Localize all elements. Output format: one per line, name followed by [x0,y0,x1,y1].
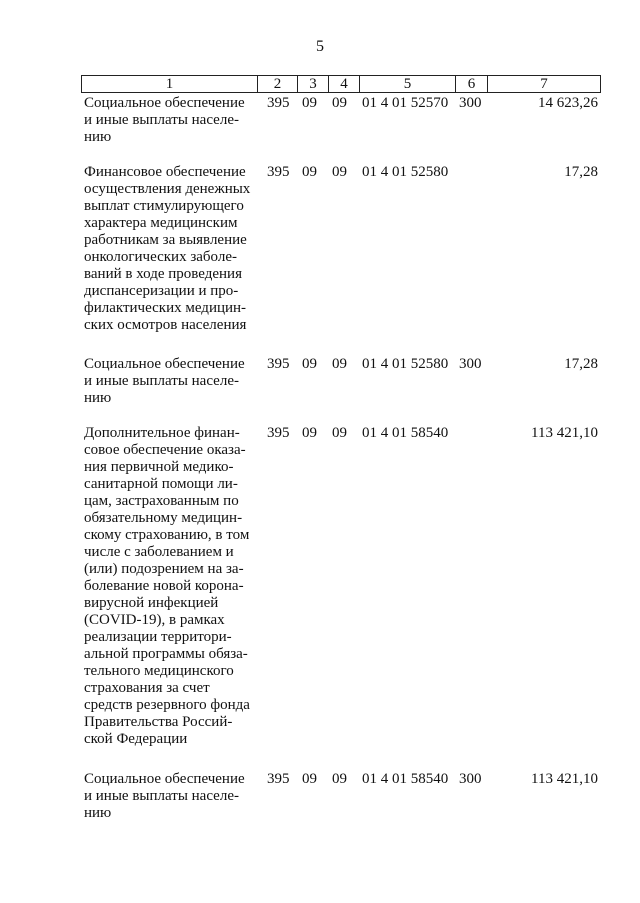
row-section: 09 [302,356,317,372]
row-code: 395 [267,356,290,372]
row-amount: 17,28 [564,356,598,372]
column-header-2: 2 [258,76,298,93]
column-header-3: 3 [298,76,329,93]
row-amount: 113 421,10 [531,425,598,441]
row-code: 395 [267,771,290,787]
row-amount: 113 421,10 [531,771,598,787]
row-name: Финансовое обеспечение осуществления денежных выплат стимулирующего характера медицинским работникам за выявление онкологических заболе- ваний в ходе проведения диспансеризации и про- филактических медицин- ских осмотров населения [84,164,251,333]
row-target: 01 4 01 52580 [362,356,449,372]
row-name: Социальное обеспечение и иные выплаты населе- нию [84,95,245,145]
row-subsection: 09 [332,771,347,787]
row-code: 395 [267,164,290,180]
row-type: 300 [459,771,482,787]
row-type: 300 [459,95,482,111]
row-section: 09 [302,425,317,441]
row-section: 09 [302,164,317,180]
column-header-5: 5 [360,76,456,93]
row-section: 09 [302,771,317,787]
row-target: 01 4 01 58540 [362,425,449,441]
row-subsection: 09 [332,425,347,441]
row-subsection: 09 [332,164,347,180]
row-target: 01 4 01 52570 [362,95,449,111]
row-name: Социальное обеспечение и иные выплаты населе- нию [84,356,245,406]
column-header-4: 4 [329,76,360,93]
row-name: Дополнительное финан- совое обеспечение оказа- ния первичной медико- санитарной помощи ли- цам, застрахованным по обязательному медицин- скому страхованию, в том числе с заболеванием и (или) подозрением на за- болевание новой корона- вирусной инфекцией (COVID-19), в рамках реализации территори- альной программы обяза- тельного медицинского страхования за счет средств резервного фонда Правительства Россий- ской Федерации [84,425,250,747]
row-amount: 14 623,26 [538,95,598,111]
column-header-7: 7 [488,76,601,93]
row-subsection: 09 [332,95,347,111]
row-type: 300 [459,356,482,372]
row-subsection: 09 [332,356,347,372]
row-target: 01 4 01 52580 [362,164,449,180]
column-header-6: 6 [456,76,488,93]
page-number: 5 [316,38,324,55]
row-code: 395 [267,425,290,441]
column-header-1: 1 [82,76,258,93]
row-name: Социальное обеспечение и иные выплаты населе- нию [84,771,245,821]
column-header-table [81,75,601,93]
row-target: 01 4 01 58540 [362,771,449,787]
column-header-row [82,76,601,93]
row-amount: 17,28 [564,164,598,180]
row-section: 09 [302,95,317,111]
row-code: 395 [267,95,290,111]
